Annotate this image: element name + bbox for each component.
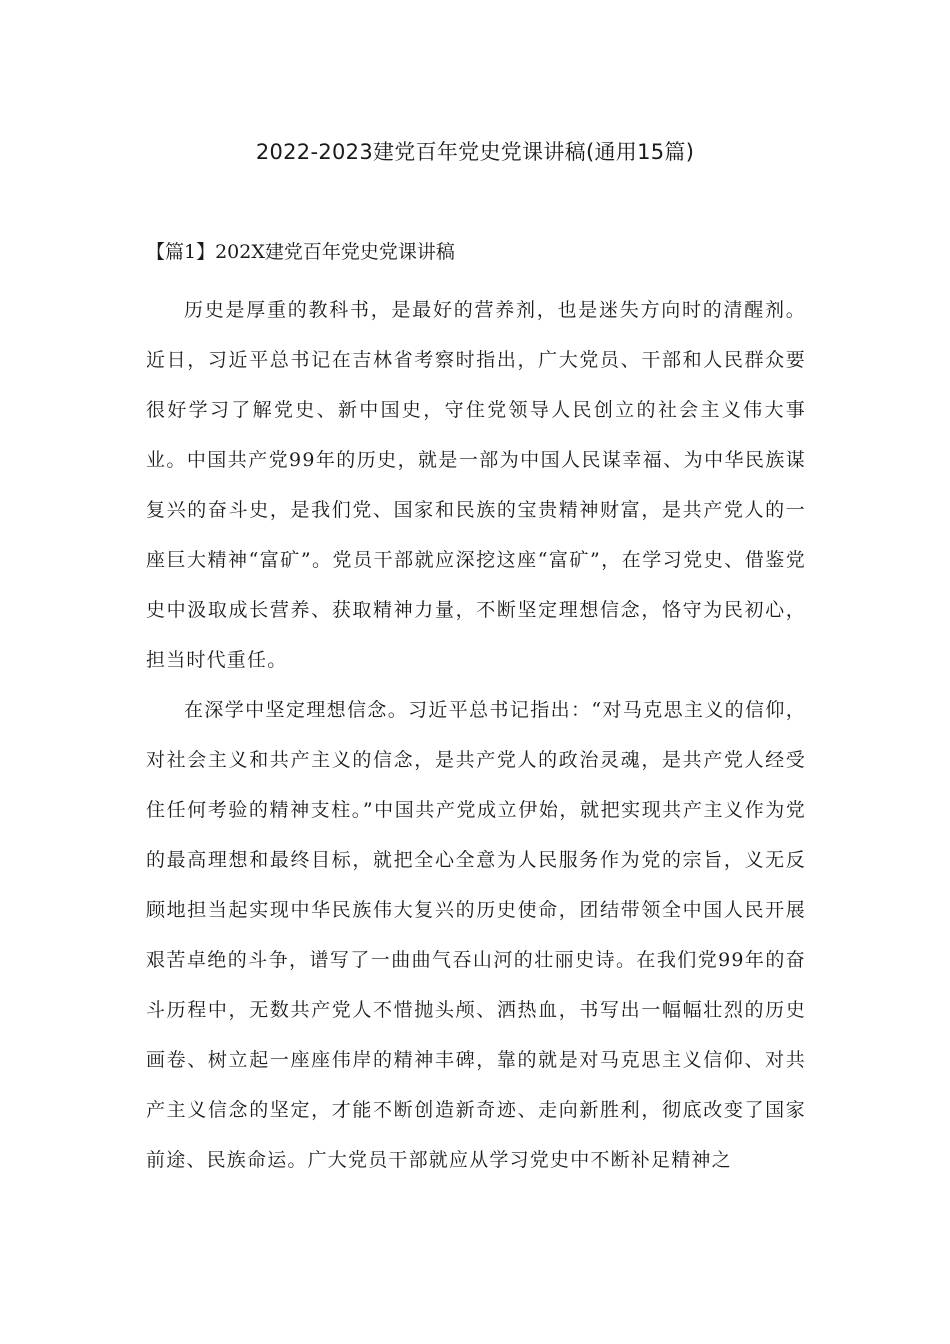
section-heading: 【篇1】202X建党百年党史党课讲稿: [146, 241, 455, 263]
document-title: 2022-2023建党百年党史党课讲稿(通用15篇): [255, 140, 695, 164]
body-paragraph: 在深学中坚定理想信念。习近平总书记指出：“对马克思主义的信仰，对社会主义和共产主义的信念，是共产党人的政治灵魂，是共产党人经受住任何考验的精神支柱。”中国共产党成立伊始，就把实现共产主义作为党的最高理想和最终目标，就把全心全意为人民服务作为党的宗旨，义无反顾地担当起实现中华民族伟大复兴的历史使命，团结带领全中国人民开展艰苦卓绝的斗争，谱写了一曲曲气吞山河的壮丽史诗。在我们党99年的奋斗历程中，无数共产党人不惜抛头颅、洒热血，书写出一幅幅壮烈的历史画卷、树立起一座座伟岸的精神丰碑，靠的就是对马克思主义信仰、对共产主义信念的坚定，才能不断创造新奇迹、走向新胜利，彻底改变了国家前途、民族命运。广大党员干部就应从学习党史中不断补足精神之: [146, 699, 806, 1171]
document-body: [146, 285, 806, 1185]
body-paragraph: 历史是厚重的教科书，是最好的营养剂，也是迷失方向时的清醒剂。近日，习近平总书记在吉林省考察时指出，广大党员、干部和人民群众要很好学习了解党史、新中国史，守住党领导人民创立的社会主义伟大事业。中国共产党99年的历史，就是一部为中国人民谋幸福、为中华民族谋复兴的奋斗史，是我们党、国家和民族的宝贵精神财富，是共产党人的一座巨大精神“富矿”。党员干部就应深挖这座“富矿”，在学习党史、借鉴党史中汲取成长营养、获取精神力量，不断坚定理想信念，恪守为民初心，担当时代重任。: [146, 299, 806, 671]
